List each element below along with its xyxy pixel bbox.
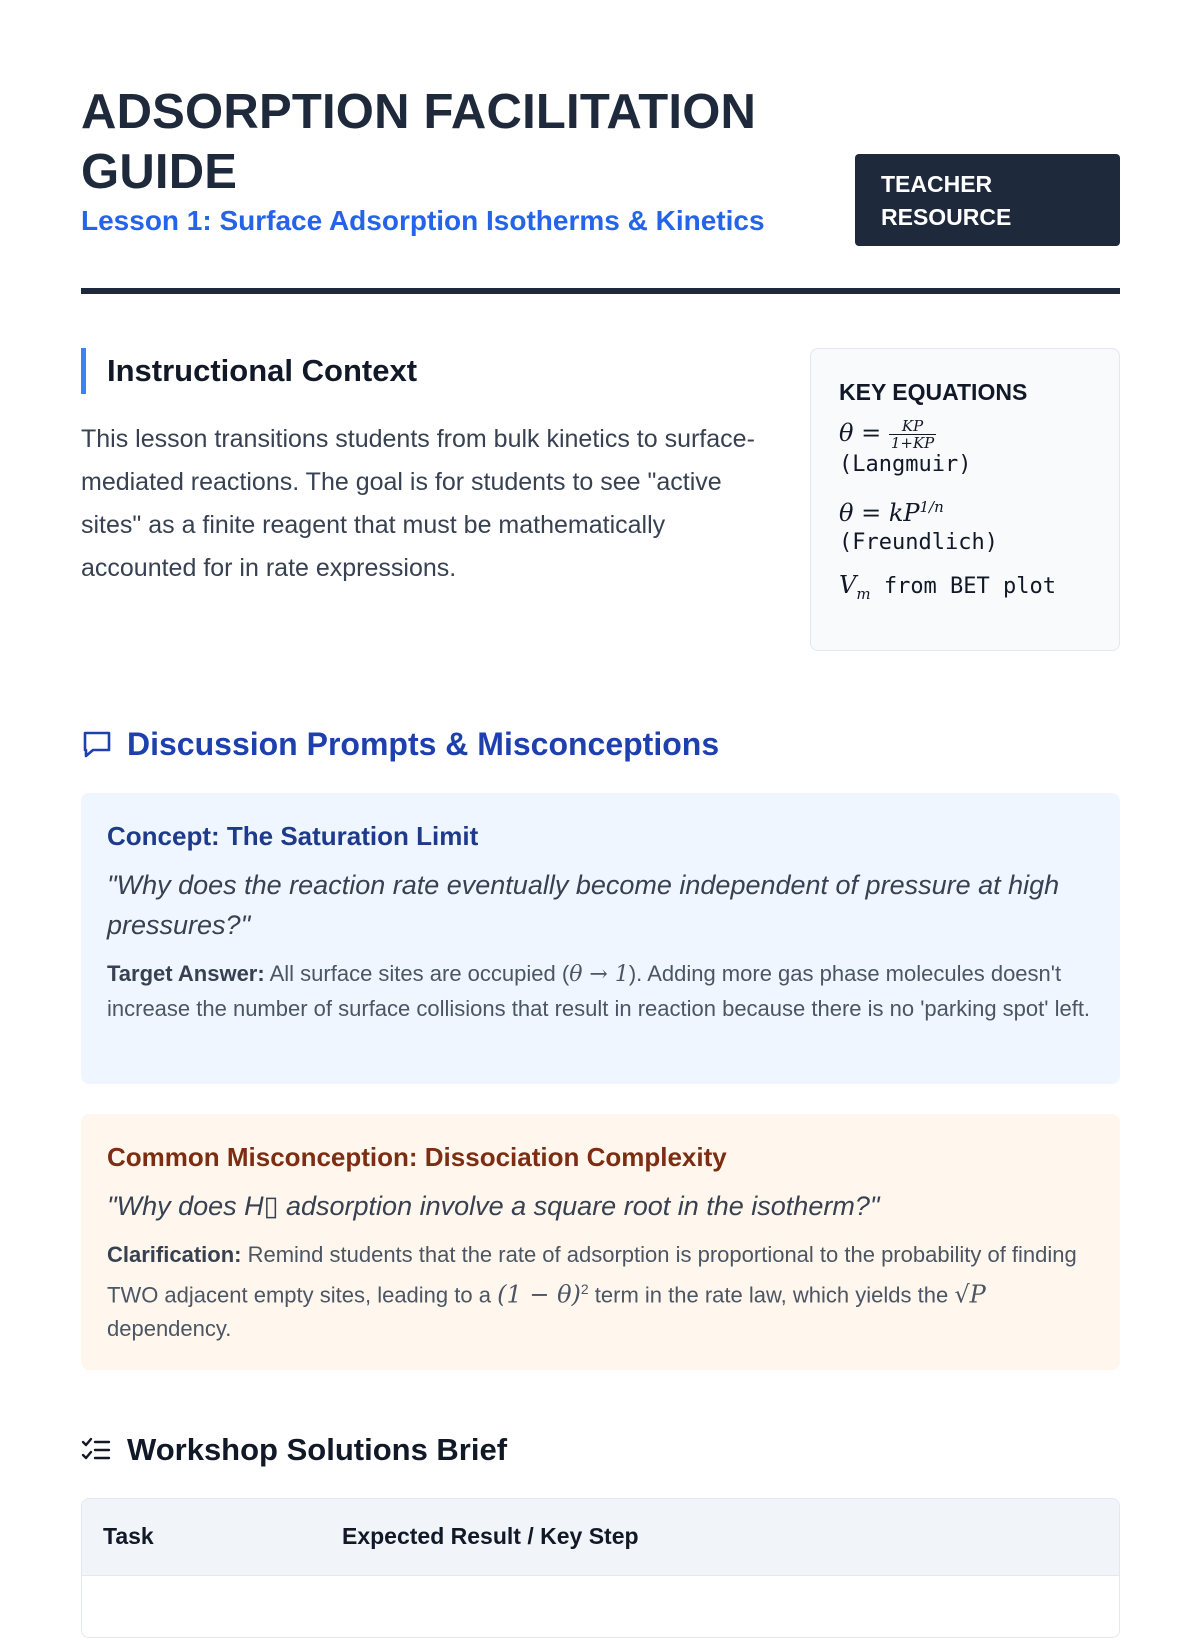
misconception-card-clarification — [107, 1238, 1094, 1346]
freundlich-label: (Freundlich) — [839, 530, 998, 555]
misconception-card — [81, 1114, 1120, 1370]
chat-bubble-icon — [81, 728, 113, 760]
page-header — [81, 82, 1120, 292]
clarification-label: Clarification: — [107, 1242, 242, 1267]
context-heading: Instructional Context — [107, 353, 418, 388]
checklist-icon — [81, 1436, 111, 1466]
misconception-card-title: Common Misconception: Dissociation Complexity — [107, 1142, 727, 1172]
answer-text-a: All surface sites are occupied ( — [264, 961, 570, 986]
langmuir-label: (Langmuir) — [839, 452, 972, 477]
freundlich-base: θ = kP — [839, 499, 920, 527]
answer-text-b: ). Adding more gas phase molecules doesn't increase the number of surface collisions that result in reaction because there is no 'parking spot' left. — [107, 961, 1091, 1021]
discussion-header — [81, 724, 981, 764]
langmuir-numerator: KP — [889, 418, 936, 435]
concept-card-answer — [107, 957, 1094, 1026]
langmuir-equation — [839, 417, 1091, 451]
langmuir-lhs: θ = — [839, 419, 889, 447]
target-answer-label: Target Answer: — [107, 961, 265, 986]
key-equations-box — [810, 348, 1120, 651]
concept-card — [81, 793, 1120, 1084]
clarification-text-c: dependency. — [107, 1316, 232, 1342]
concept-card-title: Concept: The Saturation Limit — [107, 821, 479, 851]
context-body: This lesson transitions students from bulk kinetics to surface-mediated reactions. The goal is for students to see "active sites" as a finite reagent that must be mathematically accounted for in rate expressions. — [81, 425, 755, 582]
clarification-math: (1 − θ) — [497, 1280, 581, 1309]
misconception-card-quote: "Why does H▯ adsorption involve a square root in the isotherm?" — [107, 1191, 880, 1221]
workshop-heading: Workshop Solutions Brief — [127, 1432, 508, 1467]
solutions-table — [81, 1498, 1120, 1638]
lesson-subtitle: Lesson 1: Surface Adsorption Isotherms & Kinetics — [81, 205, 765, 236]
clarification-math-sqrt: √P — [954, 1280, 986, 1309]
freundlich-equation — [839, 491, 1091, 529]
teacher-resource-badge: TEACHER RESOURCE — [855, 154, 1120, 246]
clarification-math-sup: 2 — [580, 1281, 589, 1297]
bet-line — [839, 569, 1091, 610]
clarification-text-b: term in the rate law, which yields the — [588, 1282, 955, 1308]
bet-subscript: m — [856, 584, 871, 603]
langmuir-denominator: 1+KP — [890, 434, 935, 452]
column-header-result: Expected Result / Key Step — [342, 1523, 639, 1549]
bet-note: from BET plot — [870, 574, 1057, 599]
answer-math: θ → 1 — [569, 962, 629, 987]
concept-card-quote: "Why does the reaction rate eventually become independent of pressure at high pressures?" — [107, 870, 1060, 940]
header-divider — [81, 288, 1120, 294]
discussion-heading: Discussion Prompts & Misconceptions — [127, 726, 720, 762]
bet-symbol: V — [839, 571, 857, 599]
workshop-header — [81, 1430, 981, 1470]
page-title: ADSORPTION FACILITATION GUIDE — [81, 85, 757, 199]
table-header-row — [82, 1499, 1119, 1576]
clarification-text-a: Remind students that the rate of adsorption is proportional to the probability of finding TWO adjacent empty sites, leading to a — [107, 1242, 1077, 1308]
freundlich-exponent: 1/n — [919, 498, 944, 516]
langmuir-fraction — [889, 418, 936, 451]
key-equations-heading: KEY EQUATIONS — [839, 379, 1028, 405]
column-header-task: Task — [103, 1523, 154, 1549]
section-accent-bar — [81, 348, 86, 394]
